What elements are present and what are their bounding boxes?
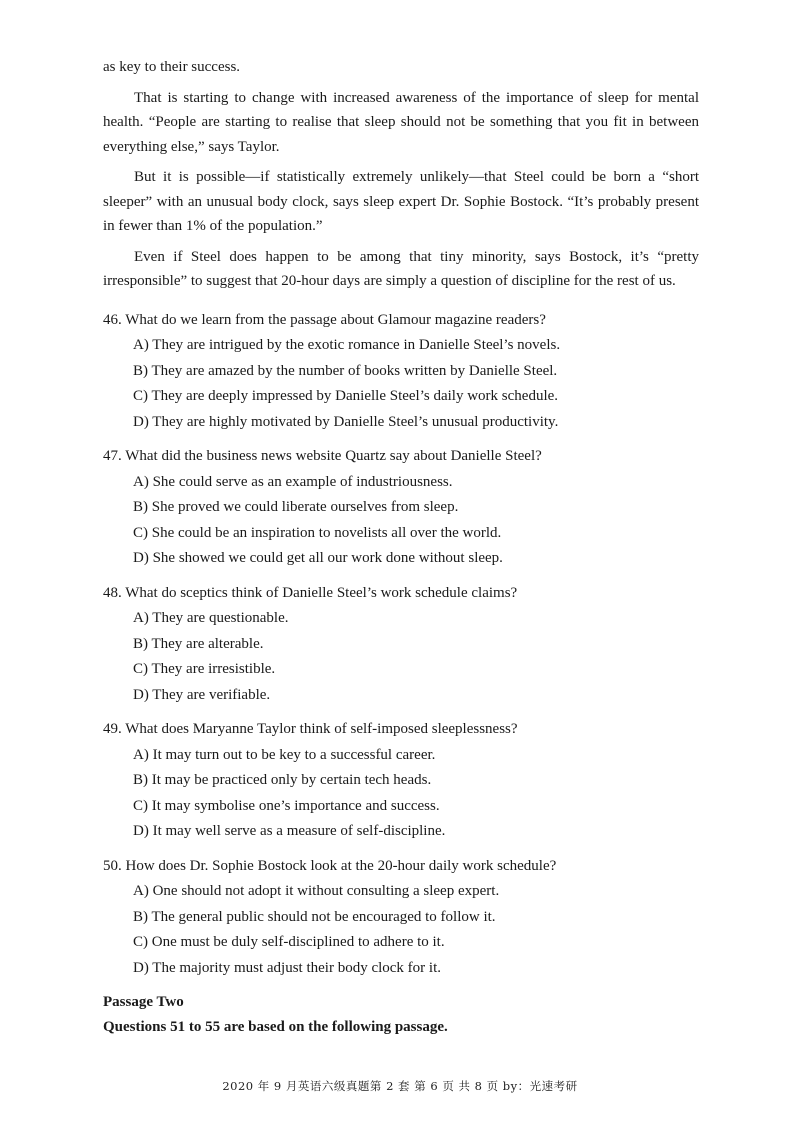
option-d: D) They are verifiable. <box>133 686 271 703</box>
option-d: D) She showed we could get all our work done without sleep. <box>133 550 503 566</box>
paragraph: That is starting to change with increased awareness of the importance of sleep for mental health. “People are starting to realise that sleep should not be something that you fit in between everything else,” says Taylor. <box>103 89 699 155</box>
passage-text <box>103 55 699 294</box>
question-stem: 49. What does Maryanne Taylor think of self-imposed sleeplessness? <box>103 721 518 737</box>
option-b: B) The general public should not be encouraged to follow it. <box>133 908 496 925</box>
option-b: B) They are alterable. <box>133 635 264 652</box>
option-a: A) One should not adopt it without consulting a sleep expert. <box>133 883 500 899</box>
passage-two-instruction: Questions 51 to 55 are based on the following passage. <box>103 1019 448 1035</box>
question-stem: 50. How does Dr. Sophie Bostock look at the 20-hour daily work schedule? <box>103 857 557 874</box>
option-c: C) It may symbolise one’s importance and success. <box>133 797 440 814</box>
option-d: D) The majority must adjust their body clock for it. <box>133 959 441 976</box>
option-a: A) They are questionable. <box>133 610 289 626</box>
option-a: A) She could serve as an example of industriousness. <box>133 473 453 490</box>
option-c: C) They are deeply impressed by Danielle Steel’s daily work schedule. <box>133 388 559 404</box>
paragraph: But it is possible—if statistically extremely unlikely—that Steel could be born a “short sleeper” with an unusual body clock, says sleep expert Dr. Sophie Bostock. “It’s probably present in fewer than 1% of the population.” <box>103 169 699 234</box>
question-50 <box>103 854 699 982</box>
paragraph: as key to their success. <box>103 59 241 75</box>
option-a: A) They are intrigued by the exotic romance in Danielle Steel’s novels. <box>133 337 561 353</box>
question-48 <box>103 581 699 709</box>
document-page <box>103 55 699 1040</box>
question-stem: 48. What do sceptics think of Danielle Steel’s work schedule claims? <box>103 584 518 601</box>
question-46 <box>103 308 699 436</box>
option-d: D) It may well serve as a measure of self-discipline. <box>133 823 446 839</box>
question-stem: 47. What did the business news website Quartz say about Danielle Steel? <box>103 448 542 464</box>
page-footer: 2020 年 9 月英语六级真题第 2 套 第 6 页 共 8 页 by：光速考研 <box>222 1079 578 1093</box>
option-b: B) She proved we could liberate ourselves from sleep. <box>133 499 459 515</box>
option-c: C) She could be an inspiration to novelists all over the world. <box>133 524 502 541</box>
option-c: C) They are irresistible. <box>133 661 276 677</box>
option-d: D) They are highly motivated by Danielle Steel’s unusual productivity. <box>133 413 559 430</box>
question-49 <box>103 717 699 845</box>
option-a: A) It may turn out to be key to a successful career. <box>133 746 436 763</box>
question-list <box>103 308 699 982</box>
passage-two-title: Passage Two <box>103 994 184 1010</box>
question-47 <box>103 444 699 572</box>
option-b: B) It may be practiced only by certain tech heads. <box>133 772 432 788</box>
option-c: C) One must be duly self-disciplined to adhere to it. <box>133 934 445 950</box>
question-stem: 46. What do we learn from the passage about Glamour magazine readers? <box>103 311 546 328</box>
paragraph: Even if Steel does happen to be among that tiny minority, says Bostock, it’s “pretty irresponsible” to suggest that 20-hour days are simply a question of discipline for the rest of us. <box>103 248 699 289</box>
option-b: B) They are amazed by the number of books written by Danielle Steel. <box>133 362 558 379</box>
